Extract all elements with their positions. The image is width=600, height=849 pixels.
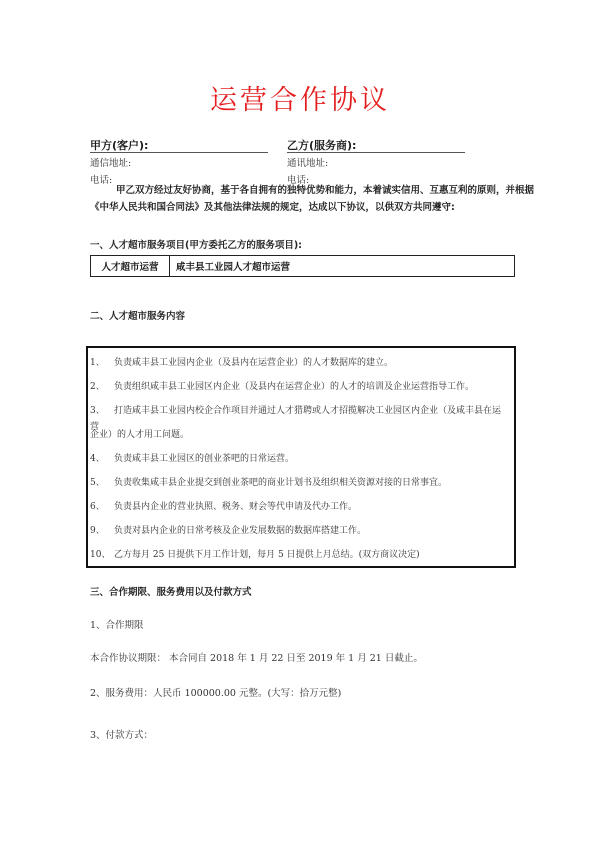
page-title: 运营合作协议 <box>210 85 390 116</box>
item-number: 4、 <box>90 454 105 464</box>
section-2-heading: 二、人才超市服务内容 <box>90 311 186 322</box>
item-text: 负责组织咸丰县工业园区内企业（及县内在运营企业）的人才的培训及企业运营指导工作。 <box>114 382 475 392</box>
item-text: 负责对县内企业的日常考核及企业发展数据的数据库搭建工作。 <box>114 526 367 536</box>
fee-text: 2、服务费用：人民币 100000.00 元整。(大写：拾万元整) <box>90 688 342 699</box>
intro-line-1: 甲乙双方经过友好协商，基于各自拥有的独特优势和能力，本着诚实信用、互惠互利的原则，并根据 <box>116 185 535 196</box>
list-item-continuation <box>90 427 505 443</box>
list-item <box>90 547 505 563</box>
party-b-underline <box>287 152 465 153</box>
item-number: 9、 <box>90 526 105 536</box>
service-table <box>90 255 515 277</box>
list-item <box>90 379 505 395</box>
item-text: 负责县内企业的营业执照、税务、财会等代申请及代办工作。 <box>114 502 358 512</box>
list-item <box>90 451 505 467</box>
list-item <box>90 355 505 371</box>
item-text: 打造咸丰县工业园内校企合作项目并通过人才猎聘或人才招揽解决工业园区内企业（及咸丰县在运营 <box>90 406 502 432</box>
party-a-underline <box>90 152 268 153</box>
item-text-continuation: 企业）的人才用工问题。 <box>90 430 190 440</box>
item-text: 负责咸丰县工业园内企业（及县内在运营企业）的人才数据库的建立。 <box>114 358 394 368</box>
party-b-address-label: 通讯地址: <box>287 158 329 169</box>
item-number: 2、 <box>90 382 105 392</box>
term-text: 本合作协议期限： 本合同自 2018 年 1 月 22 日至 2019 年 1 月 21 日截止。 <box>90 653 423 664</box>
section-3-heading: 三、合作期限、服务费用以及付款方式 <box>90 587 252 598</box>
item-number: 5、 <box>90 478 105 488</box>
party-b-label: 乙方(服务商): <box>287 139 357 152</box>
item-number: 10、 <box>90 550 111 560</box>
term-subheading: 1、合作期限 <box>90 620 144 631</box>
intro-line-2: 《中华人民共和国合同法》及其他法律法规的规定，达成以下协议，以供双方共同遵守: <box>90 202 455 213</box>
party-a-phone-label: 电话: <box>90 175 113 186</box>
service-table-col1: 人才超市运营 <box>91 256 170 276</box>
party-b-phone-label: 电话: <box>287 175 310 186</box>
item-text: 乙方每月 25 日提供下月工作计划，每月 5 日提供上月总结。(双方商议决定) <box>114 550 420 560</box>
item-number: 1、 <box>90 358 105 368</box>
item-number: 3、 <box>90 406 105 416</box>
payment-subheading: 3、付款方式： <box>90 730 154 741</box>
list-item <box>90 499 505 515</box>
party-a-address-label: 通信地址: <box>90 158 132 169</box>
party-a-label: 甲方(客户): <box>90 139 149 152</box>
item-number: 6、 <box>90 502 105 512</box>
list-item <box>90 475 505 491</box>
item-text: 负责收集咸丰县企业提交到创业茶吧的商业计划书及组织相关资源对接的日常事宜。 <box>114 478 448 488</box>
item-text: 负责咸丰县工业园区的创业茶吧的日常运营。 <box>114 454 295 464</box>
service-table-col2: 咸丰县工业园人才超市运营 <box>176 262 291 273</box>
list-item <box>90 523 505 539</box>
section-1-heading: 一、人才超市服务项目(甲方委托乙方的服务项目): <box>90 240 302 251</box>
